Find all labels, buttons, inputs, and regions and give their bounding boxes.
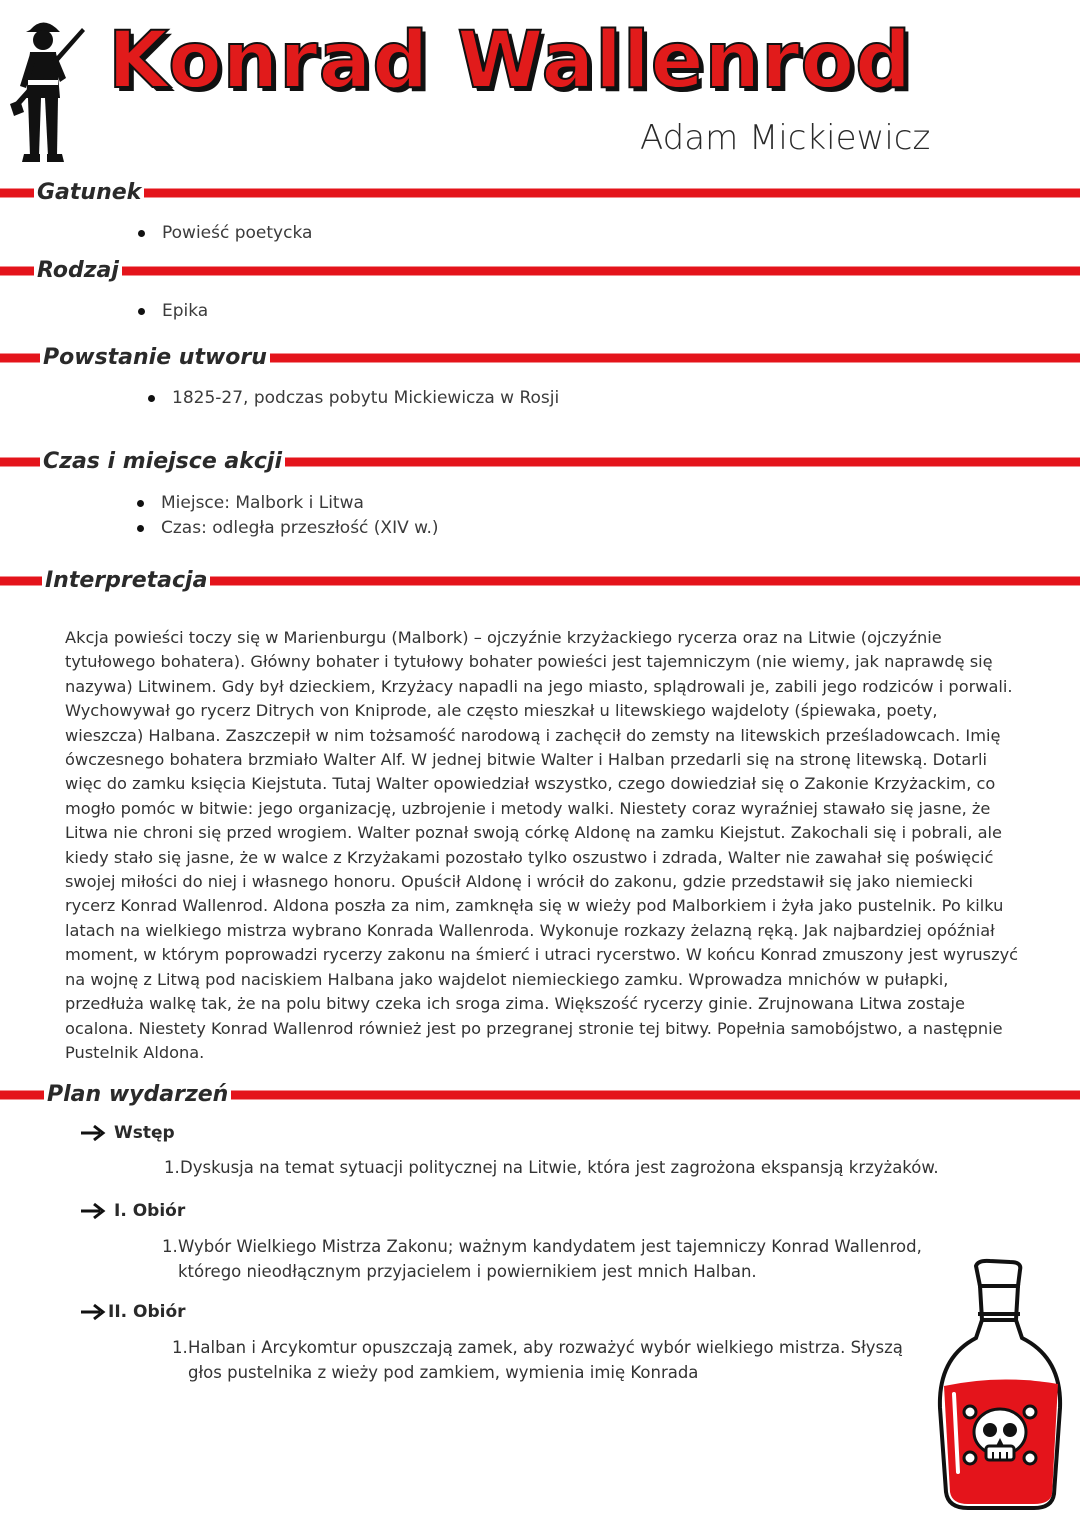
- section-interpretacja: [0, 564, 1080, 598]
- section-czas: [0, 445, 1080, 479]
- section-heading-powstanie: Powstanie utworu: [40, 341, 270, 375]
- section-heading-rodzaj: Rodzaj: [34, 254, 122, 288]
- section-gatunek: [0, 176, 1080, 210]
- interpretation-text: Akcja powieści toczy się w Marienburgu (Malbork) – ojczyźnie krzyżackiego rycerza oraz na Litwie (ojczyźnie tytułowego bohatera). Główny bohater i tytułowy bohater powieści jest tajemniczym (nie wiemy, jak naprawdę się nazywa) Litwinem. Gdy był dzieckiem, Krzyżacy napadli na jego miasto, splądrowali je, zabili jego rodziców i porwali. Wychowywał go rycerz Ditrych von Kniprode, ale często mieszkał u litewskiego wajdeloty (śpiewaka, poety, wieszcza) Halbana. Zaszczepił w nim tożsamość narodową i zachęcił do zemsty na litewskich prześladowcach. Imię ówczesnego bohatera brzmiało Walter Alf. W jednej bitwie Walter i Halban przedarli się na stronę litewską. Dotarli więc do zamku księcia Kiejstuta. Tutaj Walter opowiedział wszystko, czego dowiedział się o Zakonie Krzyżackim, co mogło pomóc w bitwie: jego organizację, uzbrojenie i metody walki. Niestety coraz wyraźniej stawało się jasne, że Litwa nie chroni się przed wrogiem. Walter poznał swoją córkę Aldonę na zamku Kiejstut. Zakochali się i pobrali, ale kiedy stało się jasne, że w walce z Krzyżakami pozostało tylko oszustwo i zdrada, Walter nie zawahał się poświęcić swojej miłości do niej i własnego honoru. Opuścił Aldonę i wrócił do zakonu, gdzie przedstawił się jako niemiecki rycerz Konrad Wallenrod. Aldona poszła za nim, zamknęła się w wieży pod Malborkiem i żyła jako pustelnik. Po kilku latach na wielkiego mistrza wybrano Konrada Wallenroda. Wykonuje rozkazy żelazną ręką. Jak najbardziej opóźniał moment, w którym poprowadzi rycerzy zakonu na śmierć i utraci rycerstwo. W końcu Konrad zmuszony jest wyruszyć na wojnę z Litwą pod naciskiem Halbana jako wajdelot niemieckiego zamku. Wprowadza mnichów w pułapki, przedłuża walkę tak, że na polu bitwy czeka ich sroga zima. Większość rycerzy ginie. Zrujnowana Litwa zostaje ocalona. Niestety Konrad Wallenrod również jest po przegranej stronie tej bitwy. Popełnia samobójstwo, a następnie Pustelnik Aldona.: [65, 628, 1019, 1062]
- section-heading-gatunek: Gatunek: [34, 176, 144, 210]
- list-item: 1825-27, podczas pobytu Mickiewicza w Rosji: [148, 386, 559, 411]
- list-item: Miejsce: Malbork i Litwa: [137, 491, 439, 516]
- section-heading-interpretacja: Interpretacja: [42, 564, 210, 598]
- list-item: Czas: odległa przeszłość (XIV w.): [137, 516, 439, 541]
- plan-part-obior-2: [80, 1300, 186, 1324]
- plan-part-wstep: [80, 1121, 175, 1145]
- list-item: [164, 1155, 984, 1180]
- gatunek-list: [138, 221, 312, 246]
- arrow-right-icon: [80, 1199, 106, 1223]
- powstanie-list: [148, 386, 559, 411]
- section-heading-czas: Czas i miejsce akcji: [40, 445, 285, 479]
- plan-part-title: II. Obiór: [108, 1302, 186, 1322]
- list-item: Epika: [138, 299, 208, 324]
- arrow-right-icon: [80, 1300, 106, 1324]
- item-number: 1.: [172, 1338, 188, 1357]
- plan-part-title: Wstęp: [114, 1123, 175, 1143]
- item-number: 1.: [162, 1237, 178, 1256]
- plan-list-wstep: [164, 1155, 984, 1180]
- list-item: [162, 1234, 922, 1284]
- arrow-right-icon: [80, 1121, 106, 1145]
- plan-list-obior-1: [162, 1234, 922, 1284]
- item-text: Wybór Wielkiego Mistrza Zakonu; ważnym kandydatem jest tajemniczy Konrad Wallenrod, którego nieodłącznym przyjacielem i powiernikiem jest mnich Halban.: [178, 1237, 922, 1281]
- item-text: Dyskusja na temat sytuacji politycznej na Litwie, która jest zagrożona ekspansją krzyżaków.: [180, 1158, 939, 1177]
- rodzaj-list: [138, 299, 208, 324]
- plan-list-obior-2: [172, 1335, 922, 1385]
- poison-bottle-icon: [930, 1258, 1070, 1514]
- soldier-with-rifle-icon: [10, 16, 88, 164]
- section-plan: [0, 1078, 1080, 1112]
- item-text: Halban i Arcykomtur opuszczają zamek, aby rozważyć wybór wielkiego mistrza. Słyszą głos pustelnika z wieży pod zamkiem, wymienia imię Konrada: [188, 1338, 903, 1382]
- section-divider: [0, 189, 1080, 198]
- page-title: Konrad Wallenrod: [108, 16, 912, 106]
- czas-list: [137, 491, 439, 541]
- list-item: [172, 1335, 922, 1385]
- plan-part-obior-1: [80, 1199, 185, 1223]
- section-heading-plan: Plan wydarzeń: [44, 1078, 231, 1112]
- item-number: 1.: [164, 1158, 180, 1177]
- section-rodzaj: [0, 254, 1080, 288]
- section-divider: [0, 267, 1080, 276]
- list-item: Powieść poetycka: [138, 221, 312, 246]
- author-name: Adam Mickiewicz: [640, 118, 931, 158]
- section-powstanie: [0, 341, 1080, 375]
- plan-part-title: I. Obiór: [114, 1201, 186, 1221]
